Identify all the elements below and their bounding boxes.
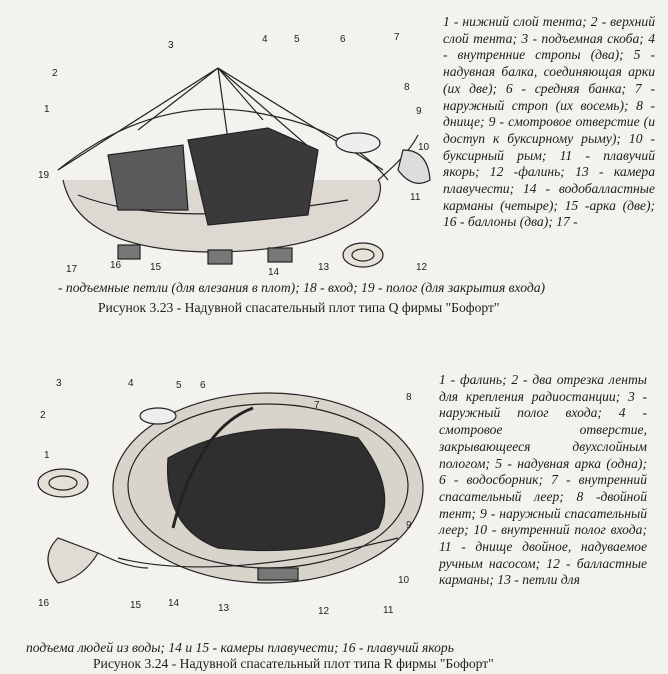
callout-1: 1: [44, 104, 50, 115]
callout-4: 4: [128, 378, 134, 389]
callout-8: 8: [406, 392, 412, 403]
callout-3: 3: [168, 40, 174, 51]
callout-14: 14: [268, 267, 280, 278]
callout-10: 10: [398, 575, 410, 586]
raft-q-diagram: [18, 20, 438, 282]
raft-r-diagram: [18, 368, 433, 630]
callout-15: 15: [150, 262, 162, 273]
callout-7: 7: [394, 32, 400, 43]
callout-16: 16: [110, 260, 122, 271]
callout-14: 14: [168, 598, 180, 609]
callout-11: 11: [410, 192, 421, 203]
figure1-legend-continuation: - подъемные петли (для влезания в плот); 18 - вход; 19 - полог (для закрытия входа): [58, 280, 546, 295]
callout-10: 10: [418, 142, 430, 153]
figure1-caption: Рисунок 3.23 - Надувной спасательный плот типа Q фирмы "Бофорт": [98, 300, 500, 315]
callout-2: 2: [52, 68, 58, 79]
callout-9: 9: [406, 520, 412, 531]
figure2-caption: Рисунок 3.24 - Надувной спасательный плот типа R фирмы "Бофорт": [93, 656, 494, 671]
callout-4: 4: [262, 34, 268, 45]
callout-5: 5: [176, 380, 182, 391]
figure1-legend: 1 - нижний слой тента; 2 - верхний слой тента; 3 - подъемная скоба; 4 - внутренние стропы (два); 5 - надувная балка, соединяющая арки (их две); 6 - средняя банка; 7 - наружный строп (их восемь); 8 - днище; 9 - смотровое отверстие (и доступ к буксирному рыму); 10 - буксирный рым; 11 - плавучий якорь; 12 -фалинь; 13 - камера плавучести; 14 - водобалластные карманы (четыре); 15 -арка (две); 16 - баллоны (два); 17 -: [443, 14, 655, 230]
figure2-legend-continuation: подъема людей из воды; 14 и 15 - камеры плавучести; 16 - плавучий якорь: [26, 640, 454, 655]
callout-17: 17: [66, 264, 78, 275]
callout-6: 6: [200, 380, 206, 391]
figure2-legend: 1 - фалинь; 2 - два отрезка ленты для крепления радиостанции; 3 - наружный полог входа; 4 - смотровое отверстие, закрывающееся двухслойным пологом; 5 - надувная арка (одна); 6 - водосборник; 7 - внутренний спасательный леер; 8 -двойной тент; 9 - наружный спасательный леер; 10 - внутренний полог входа; 11 - днище двойное, надуваемое ручным насосом; 12 - балластные карманы; 13 - петли для: [439, 372, 647, 588]
callout-13: 13: [218, 603, 230, 614]
callout-12: 12: [318, 606, 330, 617]
callout-13: 13: [318, 262, 330, 273]
callout-11: 11: [383, 605, 394, 616]
callout-19: 19: [38, 170, 50, 181]
callout-16: 16: [38, 598, 50, 609]
callout-7: 7: [314, 400, 320, 411]
callout-6: 6: [340, 34, 346, 45]
callout-15: 15: [130, 600, 142, 611]
callout-5: 5: [294, 34, 300, 45]
callout-2: 2: [40, 410, 46, 421]
callout-9: 9: [416, 106, 422, 117]
callout-1: 1: [44, 450, 50, 461]
callout-3: 3: [56, 378, 62, 389]
callout-8: 8: [404, 82, 410, 93]
callout-12: 12: [416, 262, 428, 273]
